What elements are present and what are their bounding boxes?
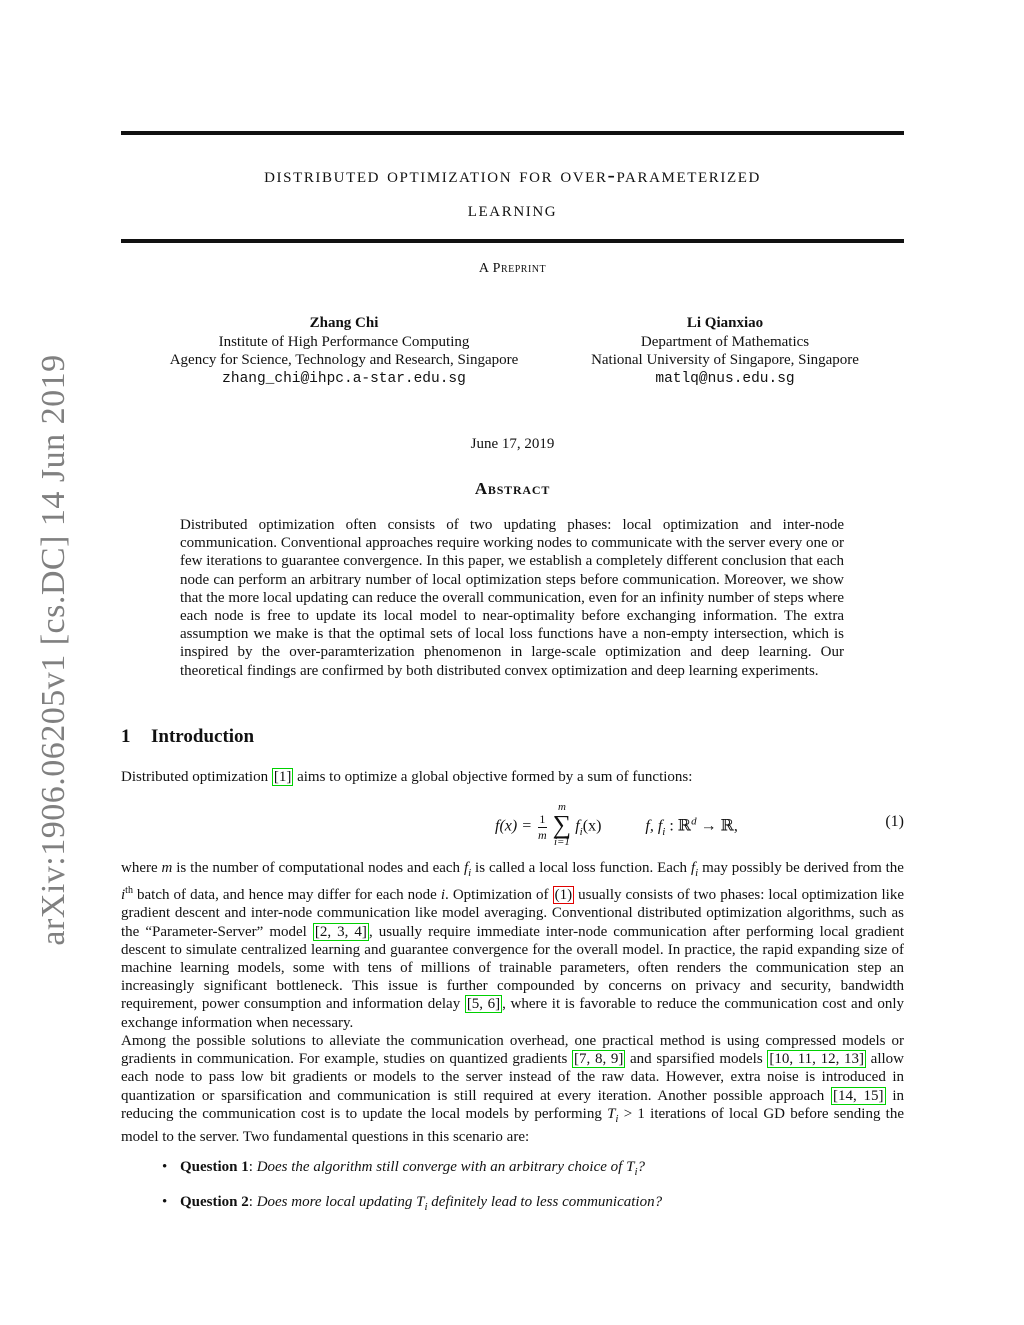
math-expression: > 1	[618, 1105, 645, 1122]
author-email[interactable]: zhang_chi@ihpc.a-star.edu.sg	[222, 370, 466, 387]
preprint-label: A Preprint	[478, 261, 547, 276]
citation-link[interactable]: [5, 6]	[466, 996, 501, 1013]
list-item: • Question 1: Does the algorithm still converge with an arbitrary choice of $T_i$?	[162, 1159, 645, 1178]
author-affiliation: Agency for Science, Technology and Research, Singapore	[169, 352, 519, 368]
equation-1	[121, 796, 904, 852]
sum-upper-limit: m	[557, 801, 566, 813]
paper-title	[121, 158, 904, 226]
question-text: Does more local updating	[256, 1194, 417, 1211]
equation-formula	[495, 801, 738, 850]
citation-link[interactable]: [14, 15]	[833, 1087, 884, 1104]
title-rule-top	[121, 131, 904, 135]
author-affiliation: National University of Singapore, Singapore	[591, 352, 859, 368]
summation	[553, 802, 572, 848]
equation-rhs: → ℝ,	[696, 817, 738, 835]
question-text: ?	[637, 1159, 645, 1175]
text-run: Distributed optimization	[121, 769, 272, 785]
publication-date: June 17, 2019	[470, 436, 555, 452]
text-run: , usually require immediate inter-node communication after performing local gradient descent to simulate centralized learning and guarantee convergence for the overall model. In practice, the rapid expanding size of machine learning models, some with tens of millions of trainable parameters, often renders the communication step an increasingly significant bottleneck. This issue is further compounded by concerns on privacy and security, bandwidth requirement, power consumption and information delay	[121, 923, 904, 1013]
subscript: i	[424, 1201, 428, 1214]
intro-paragraph-2	[121, 859, 904, 1032]
questions-list	[160, 1158, 662, 1228]
citation-link[interactable]: [1]	[273, 769, 292, 785]
subscript: i	[615, 1112, 619, 1125]
arxiv-identifier-stamp: arXiv:1906.06205v1 [cs.DC] 14 Jun 2019	[35, 354, 72, 946]
text-run: is called a local loss function. Each	[471, 860, 691, 876]
bullet-icon: •	[162, 1194, 168, 1211]
fraction-numerator: 1	[539, 811, 546, 826]
sum-lower-limit: i=1	[553, 836, 570, 848]
list-item: • Question 2: Does more local updating $T_i$ definitely lead to less communication?	[162, 1194, 663, 1214]
title-line-2: learning	[467, 196, 558, 221]
sum-body-arg: (x)	[582, 817, 602, 835]
question-text: definitely lead to less communication?	[427, 1194, 663, 1211]
math-var: f	[463, 860, 469, 876]
question-text: Does the algorithm still converge with an arbitrary choice of	[256, 1159, 627, 1175]
math-var: i	[121, 887, 126, 904]
equation-lhs: f(x) =	[495, 817, 532, 835]
subscript: i	[634, 1166, 638, 1178]
text-run: allow each node to pass low bit gradients or models to the server instead of the raw data. However, extra noise is introduced in quantization or sparsification and communication is still required at every iteration. Another possible approach	[121, 1051, 905, 1104]
author-affiliation: Department of Mathematics	[640, 333, 810, 350]
citation-link[interactable]: [7, 8, 9]	[574, 1051, 624, 1068]
math-var: f	[690, 860, 696, 876]
author-block-1	[143, 314, 545, 388]
title-line-1: distributed optimization for over-parameterized	[264, 162, 761, 187]
superscript: th	[125, 885, 133, 897]
sigma-symbol: ∑	[552, 810, 572, 839]
math-var: T	[626, 1159, 635, 1175]
author-affiliation: Institute of High Performance Computing	[218, 333, 470, 350]
text-run: . Optimization of	[445, 887, 553, 904]
subscript: i	[579, 825, 583, 838]
question-label: Question 2	[180, 1194, 249, 1211]
fraction-denominator: m	[538, 827, 547, 842]
question-label: Question 1	[180, 1159, 249, 1175]
sum-body: f	[575, 817, 580, 835]
equation-number: (1)	[885, 813, 904, 830]
author-name: Zhang Chi	[309, 315, 379, 331]
subscript: i	[662, 825, 666, 838]
author-block-2	[568, 314, 882, 388]
title-rule-bottom	[121, 239, 904, 243]
text-run: usually consists of two phases: local optimization like gradient descent and inter-node communication like model averaging. Conventional distributed optimization algorithms, such as the “Parameter-Server” model	[121, 887, 904, 940]
text-run: batch of data, and hence may differ for each node	[132, 887, 441, 904]
abstract-heading: Abstract	[474, 479, 551, 498]
subscript: i	[468, 867, 472, 879]
text-run: aims to optimize a global objective formed by a sum of functions:	[293, 769, 693, 785]
citation-link[interactable]: [10, 11, 12, 13]	[769, 1051, 865, 1068]
text-run: Among the possible solutions to alleviate the communication overhead, one practical method is using compressed models or gradients in communication. For example, studies on quantized gradients	[121, 1033, 904, 1068]
intro-paragraph-1	[121, 768, 904, 786]
text-run: is the number of computational nodes and each	[172, 860, 464, 876]
author-email[interactable]: matlq@nus.edu.sg	[655, 370, 795, 387]
text-run: , where it is favorable to reduce the communication cost and only exchange information when necessary.	[121, 996, 904, 1031]
text-run: where	[121, 860, 162, 876]
citation-link[interactable]: [2, 3, 4]	[314, 923, 367, 940]
abstract-text: Distributed optimization often consists of two updating phases: local optimization and inter-node communication. Conventional approaches require working nodes to communicate with the server every one or few iterations to guarantee convergence. In this paper, we establish a completely different conclusion that each node can perform an arbitrary number of local optimization steps before communication. Moreover, we show that the more local updating can reduce the overall communication, even for an infinity number of steps where each node is free to update its local model to near-optimality before exchanging information. The extra assumption we make is that the optimal sets of local loss functions have a non-empty intersection, which is inspired by the over-paramterization phenomenon in large-scale optimization and deep learning. Our theoretical findings are confirmed by both distributed convex optimization and deep learning experiments.	[180, 517, 845, 679]
equation-rhs: f, f	[645, 817, 663, 835]
section-number: 1	[121, 726, 131, 747]
fraction	[538, 812, 547, 843]
superscript: d	[691, 815, 697, 828]
section-title: Introduction	[151, 726, 255, 747]
math-var: m	[161, 860, 173, 876]
intro-paragraph-3	[121, 1032, 904, 1146]
equation-reference-link[interactable]: (1)	[554, 887, 573, 904]
math-var: T	[416, 1194, 425, 1211]
math-var: T	[607, 1105, 616, 1122]
section-heading	[121, 726, 254, 748]
author-name: Li Qianxiao	[686, 315, 764, 331]
text-run: may possibly be derived from the	[698, 860, 904, 876]
text-run: in reducing the communication cost is to update the local models by performing	[121, 1087, 904, 1122]
math-var: i	[440, 887, 446, 904]
equation-rhs: : ℝ	[665, 817, 692, 835]
text-run: iterations of local GD before sending the model to the server. Two fundamental questions in this scenario are:	[121, 1105, 905, 1146]
text-run: and sparsified models	[625, 1051, 768, 1068]
subscript: i	[695, 867, 699, 879]
bullet-icon: •	[162, 1159, 168, 1175]
